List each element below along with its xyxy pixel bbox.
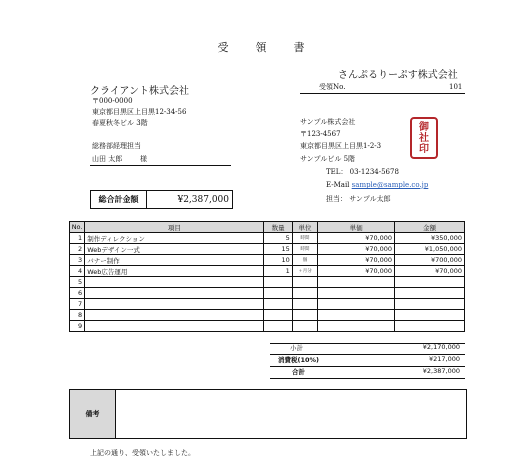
row-qty [264,321,292,332]
row-amount [395,277,465,288]
grand-total-value: ¥2,387,000 [177,194,229,205]
table-row [70,299,465,310]
total-value: ¥2,387,000 [422,367,460,375]
client-address: 東京都目黒区上目黒12-34-56 [92,108,187,116]
items-table [69,221,465,332]
row-qty [264,310,292,321]
total-label: 合計 [292,368,305,376]
row-unit: 個 [292,255,317,266]
grand-total-box [90,190,233,209]
row-item [85,288,264,299]
row-unit: ヶ月分 [292,266,317,277]
row-amount: ¥700,000 [395,255,465,266]
row-unit [292,321,317,332]
row-qty [264,299,292,310]
row-item [85,321,264,332]
table-header-row [70,222,465,233]
summary-line-4 [270,378,465,379]
footer-note: 上記の通り、受領いたしました。 [90,449,195,457]
remarks-box [69,389,467,439]
issuer-tel: TEL： 03-1234-5678 [326,168,399,176]
row-item: Web広告運用 [85,266,264,277]
row-amount [395,321,465,332]
row-unit [292,310,317,321]
seal-char: 印 [419,143,429,155]
issuer-email-link[interactable]: sample@sample.co.jp [351,181,429,189]
row-amount: ¥1,050,000 [395,244,465,255]
row-item: バナー制作 [85,255,264,266]
issuer-email-label: E-Mail [326,181,350,189]
issuer-building: サンプルビル 5階 [300,155,356,163]
header-unit: 単位 [292,222,317,233]
header-price: 単価 [318,222,395,233]
row-price: ¥70,000 [318,266,395,277]
client-person: 山田 太郎 [92,155,123,163]
row-price: ¥70,000 [318,233,395,244]
subtotal-value: ¥2,170,000 [422,343,460,351]
row-no: 3 [70,255,85,266]
table-row [70,288,465,299]
issuer-company-heading: さんぷるりーぷす株式会社 [338,70,458,81]
subtotal-label: 小計 [290,344,303,352]
row-price: ¥70,000 [318,255,395,266]
row-unit [292,277,317,288]
row-unit [292,288,317,299]
issuer-address: 東京都目黒区上目黒1-2-3 [300,142,382,150]
row-price [318,310,395,321]
row-amount [395,288,465,299]
table-row [70,266,465,277]
document-title: 受 領 書 [217,41,313,54]
row-price: ¥70,000 [318,244,395,255]
header-item: 項目 [85,222,264,233]
row-qty: 5 [264,233,292,244]
row-unit: 時間 [292,244,317,255]
row-item [85,310,264,321]
table-row [70,310,465,321]
row-price [318,288,395,299]
client-honorific: 様 [140,155,147,163]
row-qty [264,277,292,288]
header-qty: 数量 [264,222,292,233]
row-no: 1 [70,233,85,244]
table-row [70,244,465,255]
remarks-content[interactable] [116,390,466,438]
issuer-staff: 担当： サンプル太郎 [326,195,391,203]
table-row [70,321,465,332]
row-qty: 15 [264,244,292,255]
row-price [318,321,395,332]
client-building: 春夏秋冬ビル 3階 [92,119,148,127]
row-amount [395,299,465,310]
row-no: 6 [70,288,85,299]
row-qty: 1 [264,266,292,277]
client-underline [90,165,231,166]
receipt-no-underline [300,93,465,94]
table-row [70,255,465,266]
row-unit [292,299,317,310]
row-price [318,277,395,288]
row-amount: ¥350,000 [395,233,465,244]
row-no: 7 [70,299,85,310]
client-department: 総務部経理担当 [92,142,141,150]
row-unit: 時間 [292,233,317,244]
row-qty [264,288,292,299]
table-row [70,233,465,244]
tax-label: 消費税(10%) [278,356,319,364]
receipt-no-label: 受領No. [319,83,346,91]
tax-value: ¥217,000 [428,355,460,363]
remarks-label: 備考 [70,390,116,438]
row-no: 5 [70,277,85,288]
row-item: 制作ディレクション [85,233,264,244]
row-no: 2 [70,244,85,255]
seal-char: 社 [419,132,429,144]
client-name: クライアント株式会社 [90,86,189,97]
receipt-no-value: 101 [449,83,463,91]
row-amount [395,310,465,321]
header-no: No. [70,222,85,233]
issuer-zip: 〒123-4567 [300,130,341,138]
row-item [85,277,264,288]
table-row [70,277,465,288]
row-no: 9 [70,321,85,332]
seal-char: 御 [419,121,429,133]
client-zip: 〒000-0000 [92,97,133,105]
row-no: 4 [70,266,85,277]
issuer-email-line [326,180,428,191]
company-seal-stamp [410,117,438,159]
issuer-name: サンプル株式会社 [300,118,356,126]
grand-total-label: 総合計金額 [91,191,147,208]
row-no: 8 [70,310,85,321]
row-qty: 10 [264,255,292,266]
header-amount: 金額 [395,222,465,233]
row-price [318,299,395,310]
row-item [85,299,264,310]
row-amount: ¥70,000 [395,266,465,277]
row-item: Webデザイン一式 [85,244,264,255]
